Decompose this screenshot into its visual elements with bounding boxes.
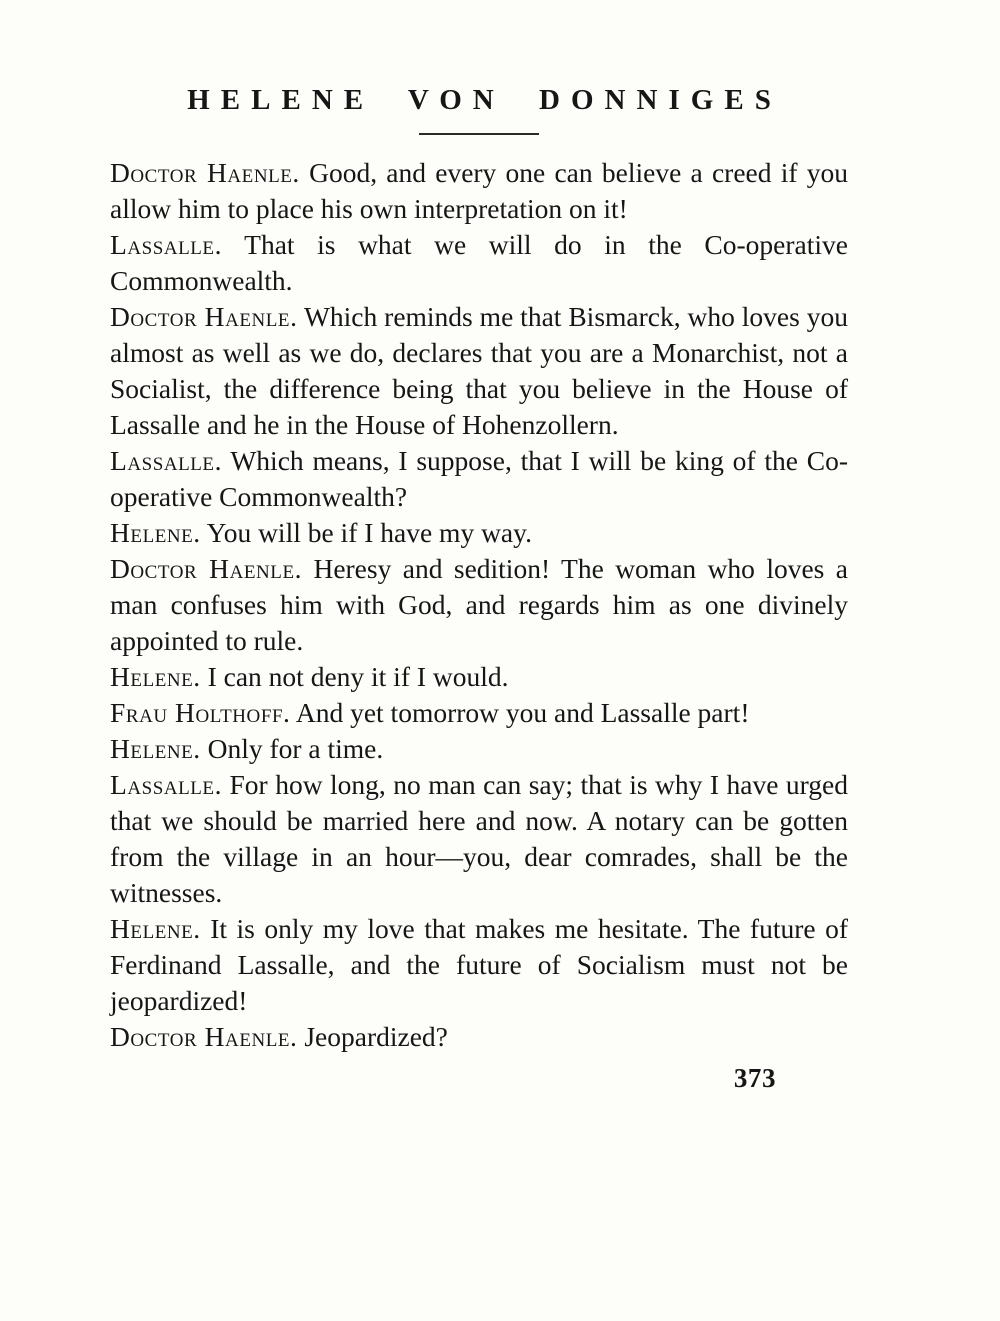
dialogue-text: Which reminds me that Bismarck, who loves you almost as well as we do, declares that you are a Monarchist, not a Socialist, the difference being that you believe in the House of Lassalle and he in the House of Hohenzollern.	[110, 301, 848, 440]
dialogue-line	[110, 767, 848, 911]
speaker-name: Helene.	[110, 733, 201, 764]
page-title: HELENE VON DONNIGES	[187, 84, 782, 116]
dialogue-line	[110, 731, 848, 767]
dialogue-line	[110, 551, 848, 659]
dialogue-line	[110, 515, 848, 551]
dialogue-line	[110, 911, 848, 1019]
dialogue-line	[110, 695, 848, 731]
speaker-name: Doctor Haenle.	[110, 301, 298, 332]
dialogue-line	[110, 659, 848, 695]
speaker-name: Frau Holthoff.	[110, 697, 291, 728]
dialogue-line	[110, 227, 848, 299]
speaker-name: Doctor Haenle.	[110, 553, 303, 584]
speaker-name: Doctor Haenle.	[110, 157, 300, 188]
speaker-name: Lassalle.	[110, 445, 223, 476]
dialogue-line	[110, 443, 848, 515]
dialogue-line	[110, 299, 848, 443]
speaker-name: Helene.	[110, 517, 201, 548]
dialogue-text: You will be if I have my way.	[206, 517, 532, 548]
page-number: 373	[733, 1063, 776, 1093]
title-rule	[419, 133, 539, 135]
dialogue-text: For how long, no man can say; that is why I have urged that we should be married here and now. A notary can be gotten from the village in an hour—you, dear comrades, shall be the witnesses.	[110, 769, 848, 908]
speaker-name: Helene.	[110, 913, 201, 944]
dialogue-block	[110, 155, 848, 1055]
dialogue-text: I can not deny it if I would.	[207, 661, 509, 692]
dialogue-text: Heresy and sedition! The woman who loves a man confuses him with God, and regards him as one divinely appointed to rule.	[110, 553, 849, 656]
speaker-name: Doctor Haenle.	[110, 1021, 298, 1052]
dialogue-text: That is what we will do in the Co-operative Commonwealth.	[110, 229, 848, 296]
speaker-name: Helene.	[110, 661, 201, 692]
dialogue-text: Good, and every one can believe a creed if you allow him to place his own interpretation on it!	[110, 157, 848, 224]
dialogue-text: Which means, I suppose, that I will be king of the Co-operative Commonwealth?	[110, 445, 848, 512]
speaker-name: Lassalle.	[110, 229, 223, 260]
dialogue-text: Only for a time.	[207, 733, 384, 764]
speaker-name: Lassalle.	[110, 769, 223, 800]
dialogue-text: Jeopardized?	[304, 1021, 448, 1052]
dialogue-line	[110, 155, 848, 227]
dialogue-text: And yet tomorrow you and Lassalle part!	[295, 697, 750, 728]
dialogue-line	[110, 1019, 848, 1055]
dialogue-text: It is only my love that makes me hesitate. The future of Ferdinand Lassalle, and the future of Socialism must not be jeopardized!	[110, 913, 849, 1016]
